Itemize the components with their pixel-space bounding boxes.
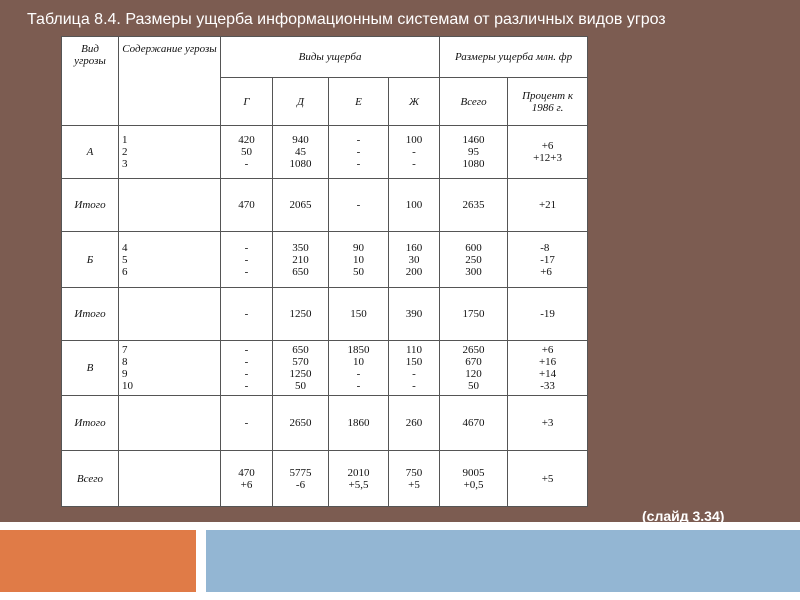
footer-orange-bar xyxy=(0,530,196,592)
table-row xyxy=(62,396,588,451)
cell-e: - - - xyxy=(356,134,361,170)
cell-total: 600 250 300 xyxy=(465,241,482,278)
cell-e: - xyxy=(329,179,389,232)
cell-g: 420 50 - xyxy=(238,134,255,170)
slide-title: Таблица 8.4. Размеры ущерба информационным системам от различных видов угроз xyxy=(27,11,666,28)
cell-g: - xyxy=(221,288,273,341)
cell-zh: 260 xyxy=(389,396,440,451)
table-row xyxy=(62,126,588,179)
table-row xyxy=(62,288,588,341)
slide-reference: (слайд 3.34) xyxy=(642,508,725,524)
cell-total: 2635 xyxy=(440,179,508,232)
row-content xyxy=(119,451,221,507)
header-col-percent: Процент к 1986 г. xyxy=(508,78,588,126)
cell-d: 1250 xyxy=(273,288,329,341)
cell-g: - - - - xyxy=(244,344,249,392)
row-content xyxy=(119,396,221,451)
cell-percent: -8 -17 +6 xyxy=(540,241,555,278)
row-content: 1 2 3 xyxy=(122,134,128,170)
cell-zh: 390 xyxy=(389,288,440,341)
cell-e: 150 xyxy=(329,288,389,341)
damage-table-grid xyxy=(61,36,588,507)
row-label: Б xyxy=(62,232,119,288)
cell-d: 350 210 650 xyxy=(292,241,309,278)
row-label: Всего xyxy=(62,451,119,507)
footer-blue-bar xyxy=(206,530,800,592)
cell-e: 1850 10 - - xyxy=(347,344,370,392)
cell-d: 5775 -6 xyxy=(289,466,312,491)
cell-g: 470 xyxy=(221,179,273,232)
cell-zh: 100 - - xyxy=(405,134,423,170)
cell-zh: 100 xyxy=(389,179,440,232)
header-damage-types: Виды ущерба xyxy=(221,37,440,78)
table-row xyxy=(62,179,588,232)
cell-total: 1460 95 1080 xyxy=(462,134,485,170)
header-col-zh: Ж xyxy=(389,78,440,126)
cell-total: 9005 +0,5 xyxy=(462,466,485,491)
header-threat-type: Вид угрозы xyxy=(62,37,119,126)
cell-d: 650 570 1250 50 xyxy=(289,344,312,392)
cell-g: 470 +6 xyxy=(238,466,255,491)
row-content: 4 5 6 xyxy=(122,241,128,278)
cell-g: - xyxy=(221,396,273,451)
cell-percent: +6 +12+3 xyxy=(533,140,563,164)
cell-total: 2650 670 120 50 xyxy=(462,344,485,392)
header-col-g: Г xyxy=(221,78,273,126)
row-content: 7 8 9 10 xyxy=(122,344,133,392)
header-damage-size: Размеры ущерба млн. фр xyxy=(440,37,588,78)
cell-zh: 750 +5 xyxy=(405,466,423,491)
cell-percent: +3 xyxy=(508,396,588,451)
row-content xyxy=(119,179,221,232)
cell-e: 90 10 50 xyxy=(353,241,364,278)
cell-percent: +5 xyxy=(541,472,554,485)
row-label: В xyxy=(62,341,119,396)
cell-total: 1750 xyxy=(440,288,508,341)
row-label: Итого xyxy=(62,288,119,341)
cell-d: 940 45 1080 xyxy=(289,134,312,170)
cell-zh: 110 150 - - xyxy=(405,344,423,392)
cell-d: 2065 xyxy=(273,179,329,232)
header-col-d: Д xyxy=(273,78,329,126)
cell-zh: 160 30 200 xyxy=(405,241,423,278)
cell-total: 4670 xyxy=(440,396,508,451)
cell-percent: +21 xyxy=(508,179,588,232)
cell-g: - - - xyxy=(244,241,249,278)
table-row xyxy=(62,451,588,507)
cell-e: 1860 xyxy=(329,396,389,451)
header-threat-content: Содержание угрозы xyxy=(119,37,221,126)
row-label: Итого xyxy=(62,396,119,451)
damage-table xyxy=(61,36,587,507)
header-col-e: Е xyxy=(329,78,389,126)
header-col-total: Всего xyxy=(440,78,508,126)
table-row xyxy=(62,341,588,396)
row-label: Итого xyxy=(62,179,119,232)
row-label: А xyxy=(62,126,119,179)
row-content xyxy=(119,288,221,341)
cell-percent: -19 xyxy=(508,288,588,341)
cell-d: 2650 xyxy=(273,396,329,451)
cell-percent: +6 +16 +14 -33 xyxy=(538,344,557,392)
cell-e: 2010 +5,5 xyxy=(347,466,370,491)
table-row xyxy=(62,232,588,288)
